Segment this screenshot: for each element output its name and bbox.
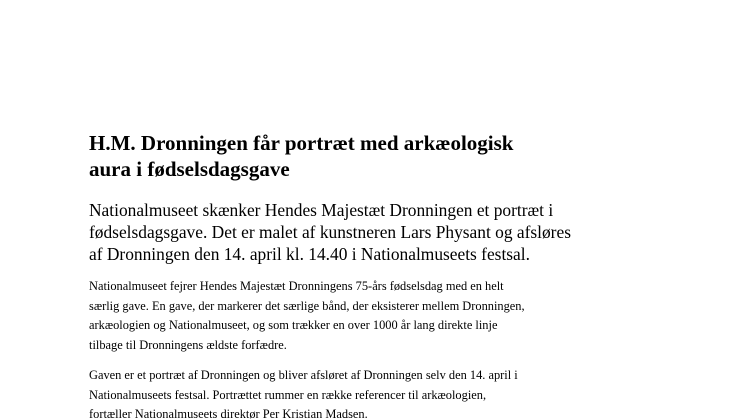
body-paragraph-1 bbox=[89, 277, 649, 355]
body-line: fortæller Nationalmuseets direktør Per Kristian Madsen. bbox=[89, 407, 368, 419]
body-paragraph-2 bbox=[89, 366, 649, 419]
lead-line: fødselsdagsgave. Det er malet af kunstneren Lars Physant og afsløres bbox=[89, 222, 571, 242]
article-headline bbox=[89, 130, 609, 182]
article-lead bbox=[89, 199, 629, 265]
body-line: Nationalmuseet fejrer Hendes Majestæt Dronningens 75-års fødselsdag med en helt bbox=[89, 279, 504, 293]
body-line: tilbage til Dronningens ældste forfædre. bbox=[89, 337, 287, 352]
body-line: Nationalmuseets festsal. Portrættet rummer en række referencer til arkæologien, bbox=[89, 387, 487, 402]
lead-line: af Dronningen den 14. april kl. 14.40 i Nationalmuseets festsal. bbox=[89, 244, 530, 264]
body-line: særlig gave. En gave, der markerer det særlige bånd, der eksisterer mellem Dronningen, bbox=[89, 298, 525, 313]
body-line: arkæologien og Nationalmuseet, og som trækker en over 1000 år lang direkte linje bbox=[89, 318, 498, 332]
headline-line: H.M. Dronningen får portræt med arkæologisk bbox=[89, 131, 514, 155]
body-line: Gaven er et portræt af Dronningen og bliver afsløret af Dronningen selv den 14. april i bbox=[89, 368, 518, 382]
lead-line: Nationalmuseet skænker Hendes Majestæt Dronningen et portræt i bbox=[89, 200, 554, 220]
headline-line: aura i fødselsdagsgave bbox=[89, 157, 290, 181]
